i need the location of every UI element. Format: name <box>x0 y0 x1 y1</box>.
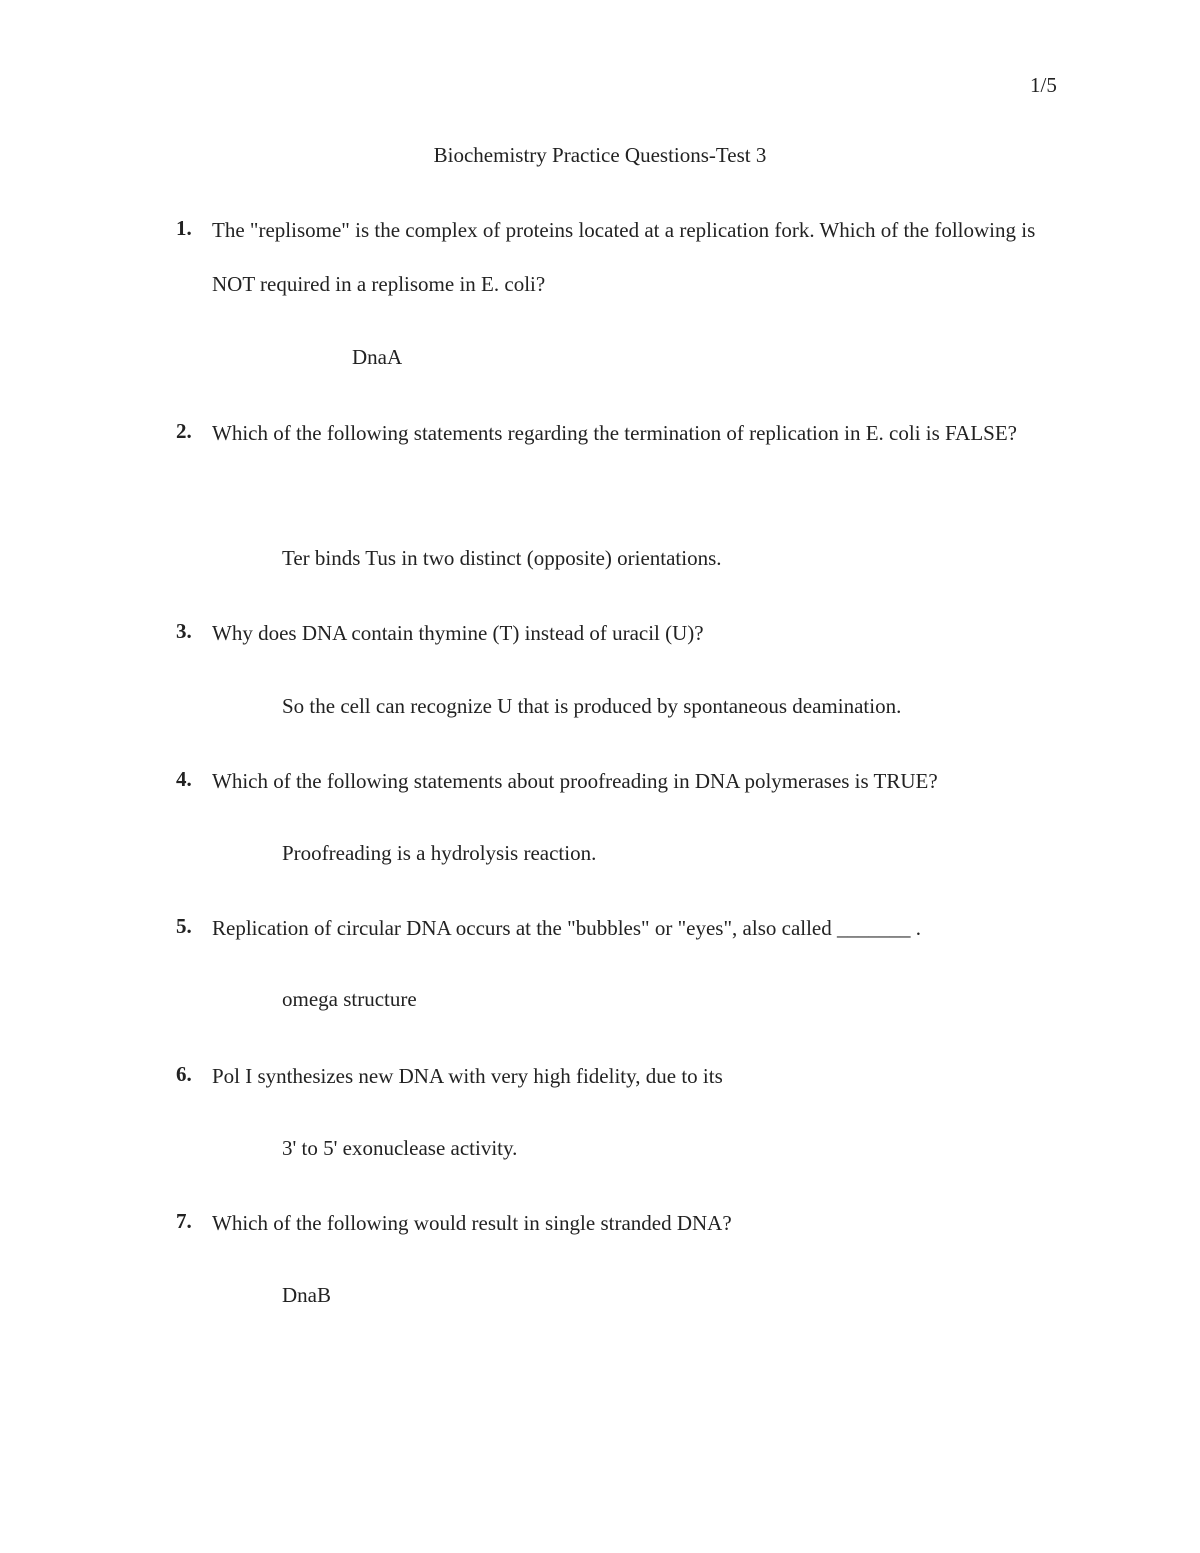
answer-text: 3' to 5' exonuclease activity. <box>282 1136 518 1160</box>
question-text: Which of the following would result in single stranded DNA? <box>212 1211 732 1235</box>
answer-text: DnaA <box>352 345 403 369</box>
question-number: 7. <box>176 1209 192 1233</box>
answer-text: Ter binds Tus in two distinct (opposite) orientations. <box>282 546 722 570</box>
answer-text: So the cell can recognize U that is produced by spontaneous deamination. <box>282 694 902 718</box>
answer-text: DnaB <box>282 1283 331 1307</box>
document-title: Biochemistry Practice Questions-Test 3 <box>433 143 767 167</box>
question-number: 3. <box>176 619 192 643</box>
question-text: Why does DNA contain thymine (T) instead of uracil (U)? <box>212 621 704 645</box>
question-text: Replication of circular DNA occurs at the "bubbles" or "eyes", also called _______ . <box>212 916 922 940</box>
question-number: 1. <box>176 216 192 240</box>
question-text: The "replisome" is the complex of proteins located at a replication fork. Which of the following is NOT required in a replisome in E. coli? <box>212 218 1036 296</box>
answer-text: Proofreading is a hydrolysis reaction. <box>282 841 597 865</box>
question-text: Pol I synthesizes new DNA with very high fidelity, due to its <box>212 1064 723 1088</box>
question-text: Which of the following statements about proofreading in DNA polymerases is TRUE? <box>212 769 938 793</box>
question-text: Which of the following statements regarding the termination of replication in E. coli is FALSE? <box>212 421 1017 445</box>
page-number: 1/5 <box>1030 73 1057 97</box>
question-number: 6. <box>176 1062 192 1086</box>
question-number: 5. <box>176 914 192 938</box>
answer-text: omega structure <box>282 987 417 1011</box>
question-number: 2. <box>176 419 192 443</box>
question-number: 4. <box>176 767 192 791</box>
